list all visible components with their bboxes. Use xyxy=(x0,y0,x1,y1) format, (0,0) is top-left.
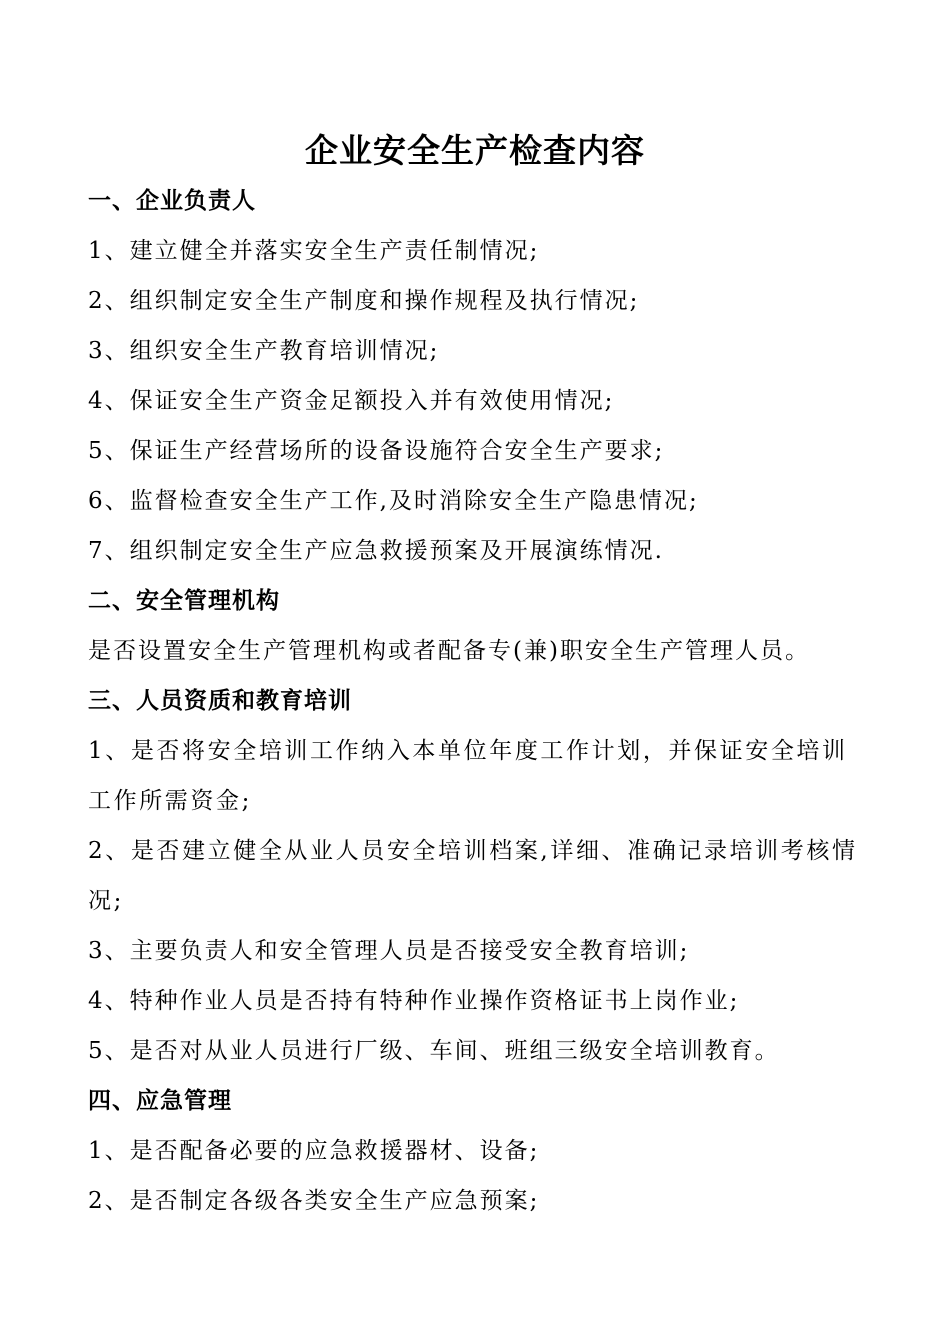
section-heading: 一、企业负责人 xyxy=(88,187,256,214)
list-item: 3、主要负责人和安全管理人员是否接受安全教育培训; xyxy=(88,938,690,964)
list-item: 2、是否制定各级各类安全生产应急预案; xyxy=(88,1188,540,1214)
list-item: 5、是否对从业人员进行厂级、车间、班组三级安全培训教育。 xyxy=(88,1038,780,1064)
list-item: 1、建立健全并落实安全生产责任制情况; xyxy=(88,238,540,264)
document-title: 企业安全生产检查内容 xyxy=(305,131,645,170)
list-item: 6、监督检查安全生产工作,及时消除安全生产隐患情况; xyxy=(88,488,699,514)
list-item: 5、保证生产经营场所的设备设施符合安全生产要求; xyxy=(88,438,665,464)
section-heading: 三、人员资质和教育培训 xyxy=(88,687,352,714)
list-item: 2、组织制定安全生产制度和操作规程及执行情况; xyxy=(88,288,640,314)
list-item: 1、是否配备必要的应急救援器材、设备; xyxy=(88,1138,540,1164)
list-item: 2、是否建立健全从业人员安全培训档案,详细、准确记录培训考核情况; xyxy=(88,838,858,914)
list-item: 7、组织制定安全生产应急救援预案及开展演练情况. xyxy=(88,538,664,564)
section-heading: 二、安全管理机构 xyxy=(88,587,280,614)
list-item: 3、组织安全生产教育培训情况; xyxy=(88,338,440,364)
list-item: 是否设置安全生产管理机构或者配备专(兼)职安全生产管理人员。 xyxy=(88,638,810,664)
list-item: 1、是否将安全培训工作纳入本单位年度工作计划，并保证安全培训工作所需资金; xyxy=(88,738,848,814)
list-item: 4、特种作业人员是否持有特种作业操作资格证书上岗作业; xyxy=(88,988,740,1014)
document-body xyxy=(88,176,868,1226)
list-item: 4、保证安全生产资金足额投入并有效使用情况; xyxy=(88,388,615,414)
section-heading: 四、应急管理 xyxy=(88,1087,232,1114)
